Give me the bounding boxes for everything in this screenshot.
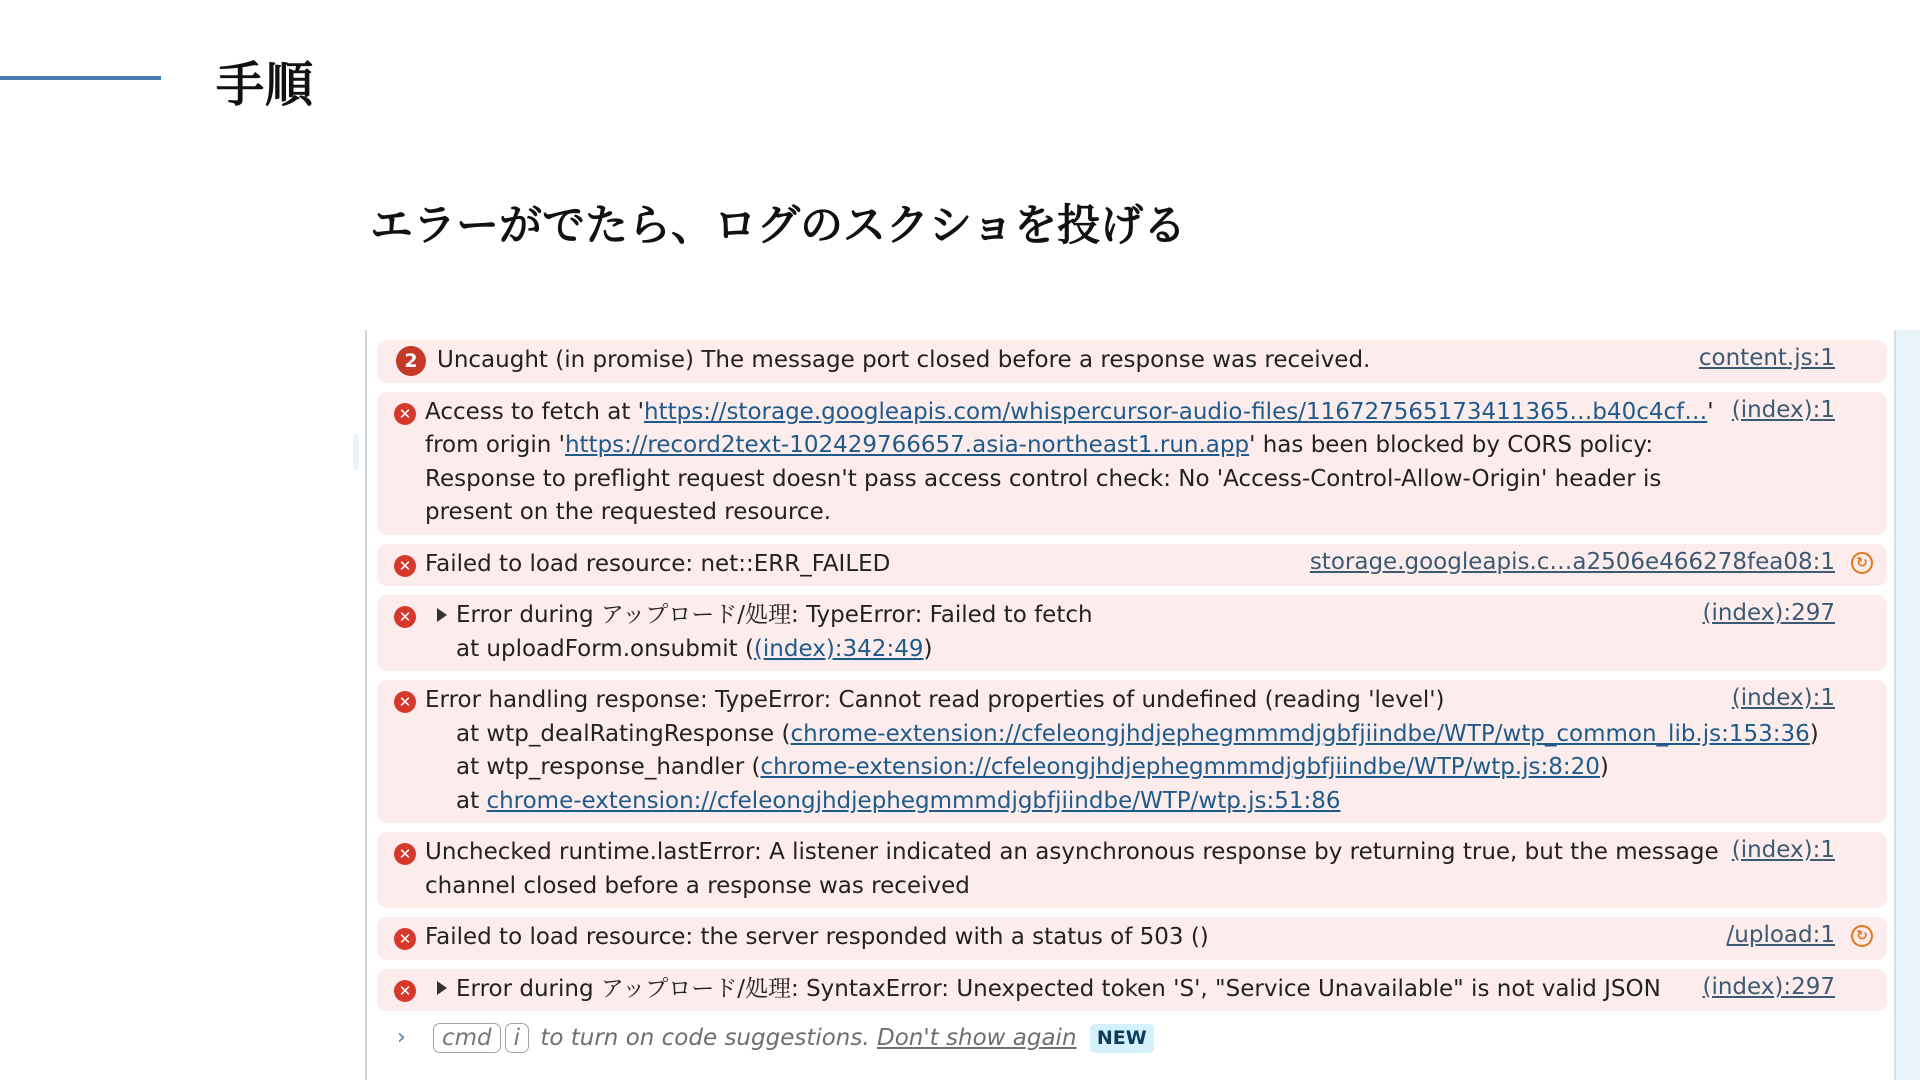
chevron-right-icon: › (397, 1025, 406, 1050)
console-error-message[interactable] (377, 832, 1887, 908)
stack-text: ) (923, 635, 933, 662)
console-error-message[interactable] (377, 917, 1887, 960)
vertical-scrollbar[interactable] (1894, 330, 1920, 1080)
stack-link[interactable]: chrome-extension://cfeleongjhdjephegmmmdjgbfjiindbe/WTP/wtp_common_lib.js:153:36 (790, 720, 1810, 747)
stack-text: ) (1599, 754, 1609, 780)
error-circle-x-icon: ✕ (394, 691, 416, 713)
message-source-link[interactable]: (index):1 (1731, 837, 1835, 863)
stack-link[interactable]: chrome-extension://cfeleongjhdjephegmmmdjgbfjiindbe/WTP/wtp.js:8:20 (760, 754, 1600, 780)
stack-text: ) (1809, 720, 1819, 747)
hint-text: to turn on code suggestions. (540, 1025, 870, 1051)
message-text: Error during アップロード/処理: SyntaxError: Unexpected token 'S', "Service Unavailable" is not valid JSON (456, 975, 1661, 1002)
stack-frame (425, 633, 1731, 667)
expand-triangle-icon[interactable] (437, 608, 447, 622)
message-text: ' (1707, 398, 1714, 425)
message-source-link[interactable]: storage.googleapis.c…a2506e466278fea08:1 (1309, 548, 1835, 575)
message-source-link[interactable]: content.js:1 (1698, 345, 1835, 371)
message-source-link[interactable]: /upload:1 (1726, 922, 1835, 948)
error-circle-x-icon: ✕ (394, 606, 416, 628)
kbd-cmd: cmd (433, 1023, 501, 1053)
message-source-link[interactable]: (index):1 (1731, 396, 1835, 423)
slide-subtitle: エラーがでたら、ログのスクショを投げる (370, 201, 1187, 251)
error-circle-x-icon: ✕ (394, 928, 416, 950)
console-error-message[interactable] (377, 969, 1887, 1012)
error-circle-x-icon: ✕ (394, 555, 416, 577)
message-text: Uncaught (in promise) The message port closed before a response was received. (437, 347, 1371, 373)
message-text: from origin ' (425, 432, 565, 458)
console-error-message[interactable] (377, 595, 1887, 671)
message-text: Unchecked runtime.lastError: A listener indicated an asynchronous response by returning true, but the message channel closed before a response was received (425, 839, 1719, 899)
network-request-icon[interactable]: ↻ (1851, 552, 1873, 574)
title-accent-line (0, 76, 161, 80)
error-circle-x-icon: ✕ (394, 980, 416, 1002)
error-circle-x-icon: ✕ (394, 843, 416, 865)
message-text: Failed to load resource: net::ERR_FAILED (425, 550, 891, 577)
message-text: Error during アップロード/処理: TypeError: Failed to fetch (456, 602, 1093, 628)
console-error-message[interactable] (377, 340, 1887, 383)
message-url-link[interactable]: https://storage.googleapis.com/whispercursor-audio-files/116727565173411365…b40c4cf… (644, 398, 1708, 425)
slide-title: 手順 (216, 57, 315, 113)
error-count-badge: 2 (396, 346, 426, 376)
message-source-link[interactable]: (index):1 (1731, 685, 1835, 711)
stack-text: at uploadForm.onsubmit ( (456, 635, 754, 662)
console-prompt[interactable] (377, 1021, 1887, 1065)
stack-text: at wtp_dealRatingResponse ( (456, 720, 791, 747)
message-text: Error handling response: TypeError: Cannot read properties of undefined (reading 'level') (425, 687, 1445, 713)
error-circle-x-icon: ✕ (394, 403, 416, 425)
code-suggestion-hint (433, 1023, 1154, 1053)
message-text: ' has been blocked by CORS policy: Response to preflight request doesn't pass access control check: No 'Access-Control-Allow-Origin' header is present on the requested resource. (425, 432, 1662, 525)
stack-text: at (456, 787, 487, 814)
network-request-icon[interactable]: ↻ (1851, 925, 1873, 947)
console-error-message[interactable] (377, 544, 1887, 587)
message-source-link[interactable]: (index):297 (1702, 973, 1835, 1000)
panel-left-border (365, 330, 367, 1080)
message-source-link[interactable]: (index):297 (1702, 600, 1835, 626)
message-url-link[interactable]: https://record2text-102429766657.asia-northeast1.run.app (564, 432, 1250, 458)
new-badge: NEW (1090, 1024, 1154, 1053)
stack-frame (425, 751, 1871, 785)
message-text: Access to fetch at ' (425, 398, 644, 425)
stack-text: at wtp_response_handler ( (456, 754, 761, 780)
stack-link[interactable]: chrome-extension://cfeleongjhdjephegmmmdjgbfjiindbe/WTP/wtp.js:51:86 (486, 787, 1341, 814)
console-screenshot (353, 330, 1920, 1080)
expand-triangle-icon[interactable] (437, 981, 447, 995)
console-messages (377, 340, 1887, 1065)
console-error-message[interactable] (377, 680, 1887, 823)
panel-resize-handle[interactable] (353, 434, 359, 470)
stack-frame (425, 785, 1871, 819)
message-text: Failed to load resource: the server responded with a status of 503 () (425, 924, 1209, 950)
stack-link[interactable]: (index):342:49 (753, 635, 924, 662)
kbd-i: i (505, 1023, 529, 1053)
dont-show-again-link[interactable]: Don't show again (877, 1025, 1077, 1051)
stack-frame (425, 718, 1871, 752)
console-error-message[interactable] (377, 392, 1887, 535)
